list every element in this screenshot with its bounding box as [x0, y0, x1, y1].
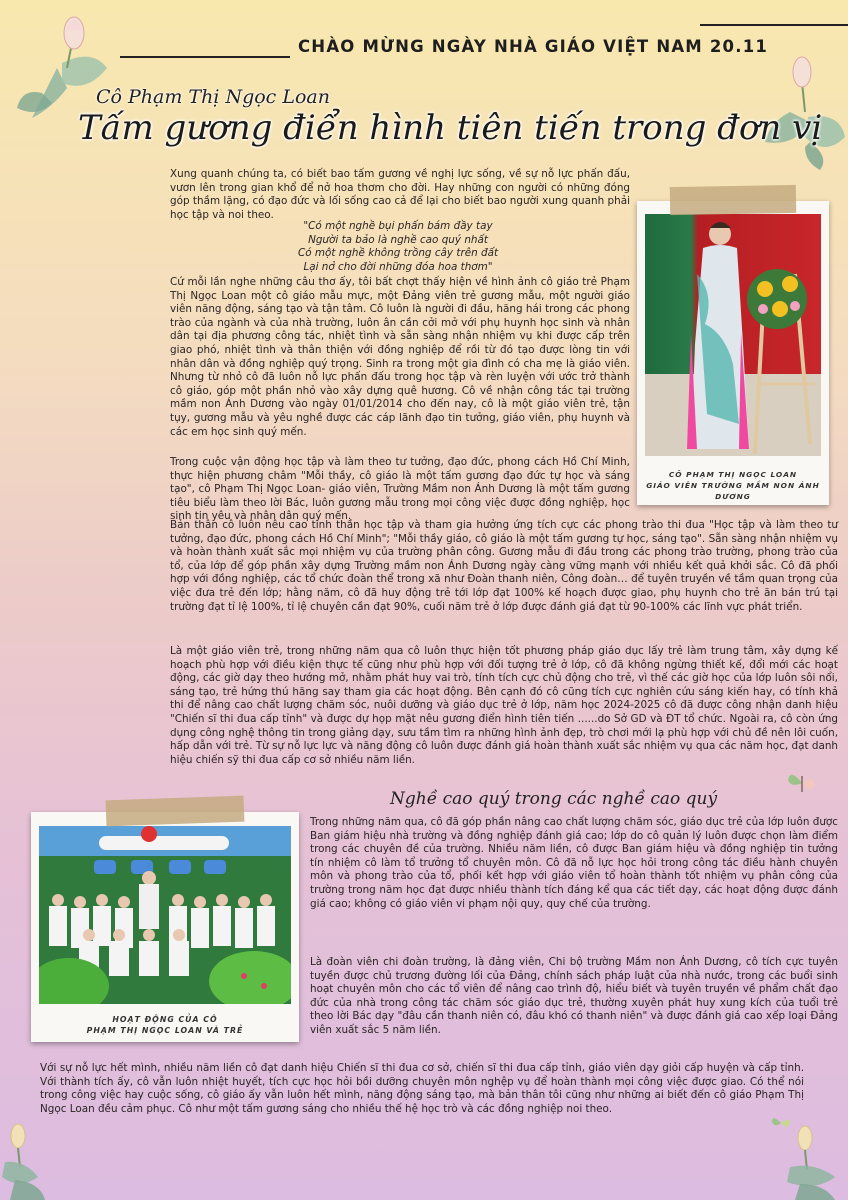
caption-line: GIÁO VIÊN TRƯỜNG MẦM NON ÁNH DƯƠNG [646, 481, 820, 501]
page-title: Tấm gương điển hình tiên tiến trong đơn vị [78, 108, 823, 148]
group-photo [39, 826, 291, 1004]
portrait-photo [645, 214, 821, 456]
butterfly-icon [770, 1112, 792, 1134]
section2-paragraph: Là đoàn viên chi đoàn trường, là đảng viên, Chi bộ trường Mầm non Ánh Dương, cô tích cực tuyên tuyền được chủ trương đường lối của Đảng, chính sách pháp luật của nhà nước, trong các buổi sinh hoạt chuyên môn cho các tổ viên để nâng cao trình độ, hiểu biết và tuyên truyền về phẩm chất đạo đức của nhà trong công tác chăm sóc giáo dục trẻ, thường xuyên phát huy xung kích của tuổi trẻ theo lời Bác dạy "đâu cần thanh niên có, đâu khó có thanh niên" và được đánh giá cao xếp loại Đảng viên xuất sắc 5 năm liền. [310, 956, 838, 1036]
section-heading: Nghề cao quý trong các nghề cao quý [390, 789, 718, 809]
header-rule-top [700, 24, 848, 26]
quote-line: Lại nở cho đời những đóa hoa thơm" [303, 260, 493, 273]
caption-line: CÔ PHẠM THỊ NGỌC LOAN [668, 470, 798, 479]
subtitle: Cô Phạm Thị Ngọc Loan [96, 86, 330, 108]
lotus-flower-icon [0, 1122, 60, 1200]
section2-paragraph: Với sự nỗ lực hết mình, nhiều năm liền cô đạt danh hiệu Chiến sĩ thi đua cơ sở, chiến sĩ thi đua cấp tỉnh, giáo viên dạy giỏi cấp huyện và cấp tỉnh. Với thành tích ấy, cô vẫn luôn nhiệt huyết, tích cực học hỏi bồi dưỡng chuyên môn nghệp vụ để hoàn thành mọi công việc được giao. Có thể nói trong công việc hay cuộc sống, cô giáo ấy vẫn luôn hết mình, năng động sáng tạo, mà bản thân tôi cũng như những ai biết đến cô giáo Phạm Thị Ngọc Loan đều cảm phục. Cô như một tấm gương sáng cho nhiều thế hệ học trò và các đồng nghiệp noi theo. [40, 1062, 804, 1115]
teacher-portrait-image [645, 214, 821, 456]
header-title: CHÀO MỪNG NGÀY NHÀ GIÁO VIỆT NAM 20.11 [298, 37, 769, 56]
tape-strip [106, 796, 245, 827]
intro-paragraph: Xung quanh chúng ta, có biết bao tấm gương về nghị lực sống, về sự nỗ lực phấn đấu, vươn lên trong gian khổ để nở hoa thơm cho đời. Hay những con người có những đóng góp thầm lặng, có đạo đức và lối sống cao cả để lại cho biết bao người xung quanh phải học tập và noi theo. [170, 168, 630, 221]
teacher-with-children-image [39, 826, 291, 1004]
quote-line: Có một nghề không trồng cây trên đất [297, 247, 499, 260]
group-photo-frame [31, 812, 299, 1042]
section2-paragraph: Trong những năm qua, cô đã góp phần nâng cao chất lượng chăm sóc, giáo dục trẻ của lớp luôn được Ban giám hiệu nhà trường và đồng nghiệp đánh giá cao; lớp do cô quản lý luôn được chọn làm điểm trong các chuyên đề của trường. Nhiều năm liền, cô được Ban giám hiệu và đồng nghiệp tin tưởng tín nhiệm cô làm tổ trưởng tổ chuyên môn. Cô đã nỗ lực học hỏi trong công tác điều hành chuyên môn và phong trào của tổ, phối kết hợp với giáo viên tổ hoàn thành tốt nhiệm vụ phân công của trường trong năm học đạt được nhiều thành tích đáng kể qua các tiết dạy, các hoạt động được đánh giá cao; không có giáo viên vi phạm nội quy, quy chế của trường. [310, 816, 838, 910]
group-photo-caption [31, 1014, 299, 1036]
body-paragraph: Là một giáo viên trẻ, trong những năm qua cô luôn thực hiện tốt phương pháp giáo dục lấy trẻ làm trung tâm, xây dựng kế hoạch phù hợp với điều kiện thực tế cũng như phù hợp với đối tượng trẻ ở lớp, cô đã không ngừng thiết kế, đổi mới các hoạt động, các giờ dạy theo hướng mở, nhằm phát huy vai trò, tính tích cực chủ động cho trẻ, vì thế các giờ học của lớp luôn sôi nổi, sáng tạo, trẻ hứng thú hăng say tham gia các hoạt động. Bên cạnh đó cô cũng tích cực nghiên cứu sáng kiến hay, có tính khả thi để nâng cao chất lượng chăm sóc, nuôi dưỡng và giáo dục trẻ ở lớp, năm học 2024-2025 cô đã được công nhận danh hiệu "Chiến sĩ thi đua cấp tỉnh" và được dự họp mặt nêu gương điển hình tiên tiến ......do Sở GD và ĐT tổ chức. Ngoài ra, cô còn ứng dụng công nghệ thông tin trong giảng dạy, sưu tầm tìm ra những hình ảnh đẹp, trò chơi mới lạ phù hợp với chủ đề nên lôi cuốn, hấp dẫn với trẻ. Từ sự nỗ lực lực và năng động cô luôn được đánh giá hoàn thành xuất sắc nhiệm vụ qua các năm học, đạt danh hiệu chiến sỹ thi đua cấp cơ sở nhiều năm liền. [170, 645, 838, 766]
quote-line: "Có một nghề bụi phấn bám đầy tay [303, 220, 493, 232]
header-rule [120, 56, 290, 58]
body-paragraph: Cứ mỗi lần nghe những câu thơ ấy, tôi bất chợt thấy hiện về hình ảnh cô giáo trẻ Phạm Thị Ngọc Loan một cô giáo mẫu mực, một Đảng viên trẻ gương mẫu, một người giáo viên năng động, sáng tạo và tận tâm. Cô luôn là người đi đầu, hăng hái trong các phong trào của ngành và của nhà trường, luôn ân cần cởi mở với phụ huynh học sinh và nhân dân tại địa phương công tác, nhiệt tình và sẵn sàng nhận nhiệm vụ khi được cấp trên giao phó, nhiệt tình và thân thiện với đồng nghiệp để rồi từ đó tạo được lòng tin với nhân dân và đồng nghiệp quý trọng. Sinh ra trong một gia đình có cha mẹ là giáo viên. Nhưng từ nhỏ cô đã luôn nỗ lực phấn đấu trong học tập và rèn luyện với ước trở thành cô giáo, góp một phần nhỏ vào xây dựng quê hương. Cô về nhận công tác tại trường mầm non Ánh Dương vào ngày 01/01/2014 cho đến nay, cô là một giáo viên trẻ, tận tụy, gương mẫu và yêu nghề được các cáp lãnh đạo tin tưởng, giáo viên, phụ huynh và các em học sinh quý mến. [170, 276, 630, 438]
butterfly-icon [785, 766, 819, 800]
portrait-caption [637, 469, 829, 502]
body-paragraph: Bản thân cô luôn nêu cao tinh thần học tập và tham gia hưởng ứng tích cực các phong trào thi đua "Học tập và làm theo tư tưởng, đạo đức, phong cách Hồ Chí Minh"; "Mỗi thầy giáo, cô giáo là một tấm gương tự học, sáng tạo". Sẵn sàng nhận nhiệm vụ và hoàn thành xuất sắc mọi nhiệm vụ của trường phân công. Gương mẫu đi đầu trong các phong trào trường, phong trào của tổ, của lớp để góp phần xây dựng Trường mầm non Ánh Dương ngày càng vững mạnh với nhiều kết quả khởi sắc. Cô đã phối hợp với đồng nghiệp, các tổ chức đoàn thể trong xã như Đoàn thanh niên, Công đoàn… để tuyên truyền về tầm quan trọng của việc đưa trẻ đến lớp; hằng năm, cô đã huy động trẻ tới lớp đạt 100% kế hoạch được giao, phụ huynh cho trẻ ăn bán trú tại trường đạt tỉ lệ 100%, tỉ lệ chuyên cần đạt 90%, cuối năm trẻ ở lớp được đánh giá đạt từ 90-100% các lĩnh vực phát triển. [170, 519, 838, 613]
quote-line: Người ta bảo là nghề cao quý nhất [308, 233, 488, 246]
caption-line: PHẠM THỊ NGỌC LOAN VÀ TRẺ [86, 1026, 244, 1035]
portrait-photo-frame [637, 201, 829, 505]
caption-line: HOẠT ĐỘNG CỦA CÔ [112, 1015, 218, 1024]
body-paragraph: Trong cuộc vận động học tập và làm theo tư tưởng, đạo đức, phong cách Hồ Chí Minh, thực hiện phương châm "Mỗi thầy, cô giáo là một tấm gương đạo đức tự học và sáng tạo", cô Phạm Thị Ngọc Loan- giáo viên, Trường Mầm non Ánh Dương là một tấm gương tiêu biểu làm theo lời Bác, luôn gương mẫu trong mọi công việc được đồng nghiệp, học sinh tin yêu và nhân dân quý mến. [170, 456, 630, 523]
poem-quote [170, 220, 626, 274]
tape-strip [670, 185, 796, 215]
